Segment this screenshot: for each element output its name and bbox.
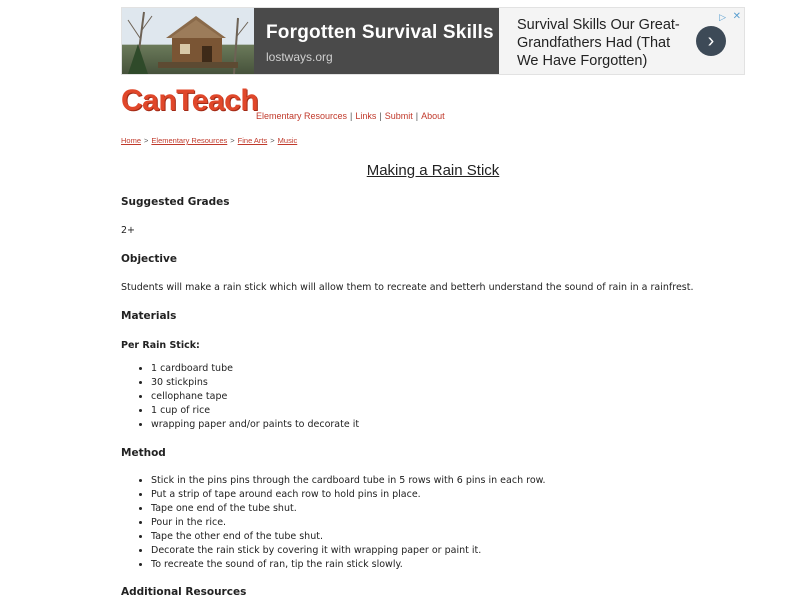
ad-title[interactable]: Forgotten Survival Skills: [266, 22, 494, 43]
breadcrumb-separator: >: [230, 136, 235, 145]
breadcrumb-fine-arts[interactable]: Fine Arts: [237, 136, 268, 145]
nav-separator: |: [379, 111, 382, 121]
nav-separator: |: [350, 111, 353, 121]
list-item: • Tape the other end of the tube shut.: [151, 530, 546, 544]
ad-banner[interactable]: [121, 7, 745, 75]
breadcrumb: [121, 136, 297, 145]
method-heading: Method: [121, 447, 166, 459]
list-item: • 30 stickpins: [151, 376, 359, 390]
nav-about[interactable]: About: [421, 111, 445, 121]
ad-description-panel[interactable]: [499, 8, 744, 74]
ad-description[interactable]: Survival Skills Our Great-Grandfathers Had (That We Have Forgotten): [517, 17, 680, 69]
list-item: • Stick in the pins pins through the cardboard tube in 5 rows with 6 pins in each row.: [151, 474, 546, 488]
ad-title-panel[interactable]: [254, 8, 499, 74]
method-list: [135, 474, 546, 572]
nav-elementary-resources[interactable]: Elementary Resources: [256, 111, 348, 121]
ad-domain[interactable]: lostways.org: [266, 50, 333, 64]
breadcrumb-separator: >: [144, 136, 149, 145]
additional-resources-heading: Additional Resources: [121, 586, 247, 598]
list-item: • To recreate the sound of ran, tip the rain stick slowly.: [151, 558, 546, 572]
grades-value: 2+: [121, 225, 136, 236]
page-title: Making a Rain Stick: [366, 162, 500, 179]
list-item: • wrapping paper and/or paints to decorate it: [151, 418, 359, 432]
close-icon[interactable]: ✕: [732, 11, 741, 22]
objective-heading: Objective: [121, 253, 177, 265]
grades-heading: Suggested Grades: [121, 196, 230, 208]
breadcrumb-home[interactable]: Home: [121, 136, 142, 145]
list-item: • Put a strip of tape around each row to hold pins in place.: [151, 488, 546, 502]
list-item: • Pour in the rice.: [151, 516, 546, 530]
breadcrumb-elementary-resources[interactable]: Elementary Resources: [151, 136, 228, 145]
materials-list: [135, 362, 359, 432]
breadcrumb-music[interactable]: Music: [277, 136, 298, 145]
breadcrumb-separator: >: [270, 136, 275, 145]
objective-text: Students will make a rain stick which will allow them to recreate and betterh understand the sound of rain in a rainfrest.: [121, 282, 694, 293]
per-rain-stick-heading: Per Rain Stick:: [121, 340, 200, 351]
site-logo[interactable]: CanTeach: [121, 84, 259, 117]
list-item: • Tape one end of the tube shut.: [151, 502, 546, 516]
top-navigation: [256, 111, 445, 121]
chevron-right-icon[interactable]: ›: [696, 26, 726, 56]
nav-links[interactable]: Links: [355, 111, 377, 121]
ad-choices-icon[interactable]: ▷: [719, 12, 726, 22]
list-item: • Decorate the rain stick by covering it with wrapping paper or paint it.: [151, 544, 546, 558]
list-item: • 1 cup of rice: [151, 404, 359, 418]
materials-heading: Materials: [121, 310, 177, 322]
nav-submit[interactable]: Submit: [384, 111, 413, 121]
ad-image[interactable]: [122, 8, 254, 74]
list-item: • 1 cardboard tube: [151, 362, 359, 376]
list-item: • cellophane tape: [151, 390, 359, 404]
nav-separator: |: [415, 111, 419, 121]
